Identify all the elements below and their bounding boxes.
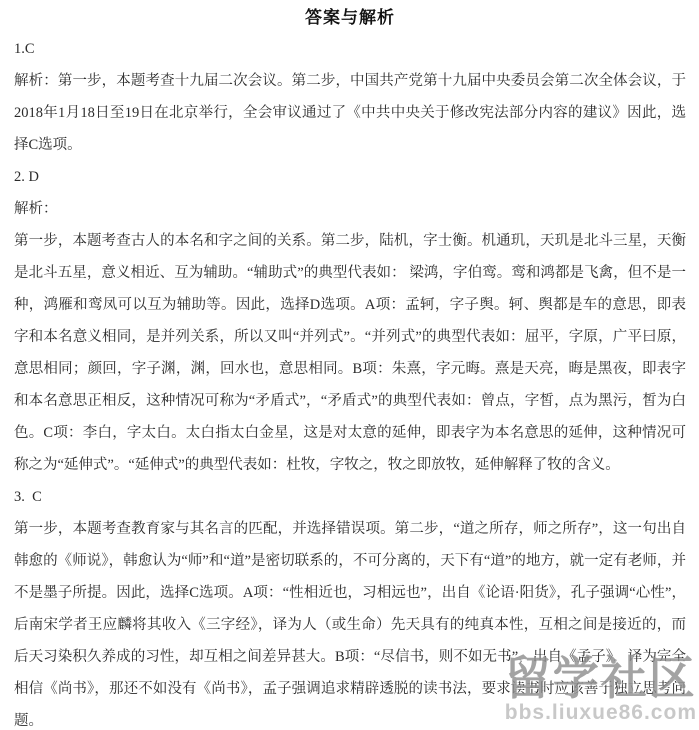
- answer-section-2: [14, 161, 686, 481]
- page-title: 答案与解析: [305, 8, 395, 27]
- answer-section-1: [14, 33, 686, 161]
- answer-number-2: 2. D: [14, 169, 39, 185]
- watermark-site-url: bbs.liuxue86.com: [504, 701, 697, 724]
- analysis-label-2: 解析：: [14, 201, 58, 217]
- answer-number-1: 1.C: [14, 41, 35, 57]
- answer-number-3: 3. C: [14, 489, 42, 505]
- answer-explanation-2: 第一步，本题考查古人的本名和字之间的关系。第二步，陆机，字士衡。机通玑，天玑是北斗三星，天衡是北斗五星，意义相近、互为辅助。“辅助式”的典型代表如： 梁鸿，字伯鸾。鸾和鸿都是飞禽，但不是一种，鸿雁和鸾凤可以互为辅助等。因此，选择D选项。A项：孟轲，字子舆。轲、舆都是车的意思，即表字和本名意义相同，是并列关系，所以又叫“并列式”。“并列式”的典型代表如：屈平，字原，广平曰原，意思相同；颜回，字子渊，渊，回水也，意思相同。B项：朱熹，字元晦。熹是天亮，晦是黑夜，即表字和本名意思正相反，这种情况可称为“矛盾式”，“矛盾式”的典型代表如：曾点，字皙，点为黑污，皙为白色。C项：李白，字太白。太白指太白金星，这是对太意的延伸，即表字为本名意思的延伸，这种情况可称之为“延伸式”。“延伸式”的典型代表如：杜牧，字牧之，牧之即放牧，延伸解释了牧的含义。: [14, 233, 686, 473]
- liuxue-community-logo: 留学社区: [504, 652, 697, 704]
- answer-explanation-1: 解析：第一步，本题考查十九届二次会议。第二步，中国共产党第十九届中央委员会第二次全体会议，于2018年1月18日至19日在北京举行，全会审议通过了《中共中央关于修改宪法部分内容的建议》因此，选择C选项。: [14, 73, 686, 153]
- answer-explanation-3: 第一步，本题考查教育家与其名言的匹配，并选择错误项。第二步，“道之所存，师之所存”，这一句出自韩愈的《师说》，韩愈认为“师”和“道”是密切联系的，不可分离的，天下有“道”的地方，就一定有老师，并不是墨子所提。因此，选择C选项。A项：“性相近也，习相远也”，出自《论语·阳货》，孔子强调“心性”，后南宋学者王应麟将其收入《三字经》，译为人（或生命）先天具有的纯真本性，互相之间是接近的，而后天习染积久养成的习性，却互相之间差异甚大。B项：“尽信书，则不如无书”，出自《孟子》，译为完全相信《尚书》，那还不如没有《尚书》，孟子强调追求精辟透脱的读书法，要求读书时应该善于独立思考问题。: [14, 521, 686, 729]
- answer-section-3: [14, 481, 686, 730]
